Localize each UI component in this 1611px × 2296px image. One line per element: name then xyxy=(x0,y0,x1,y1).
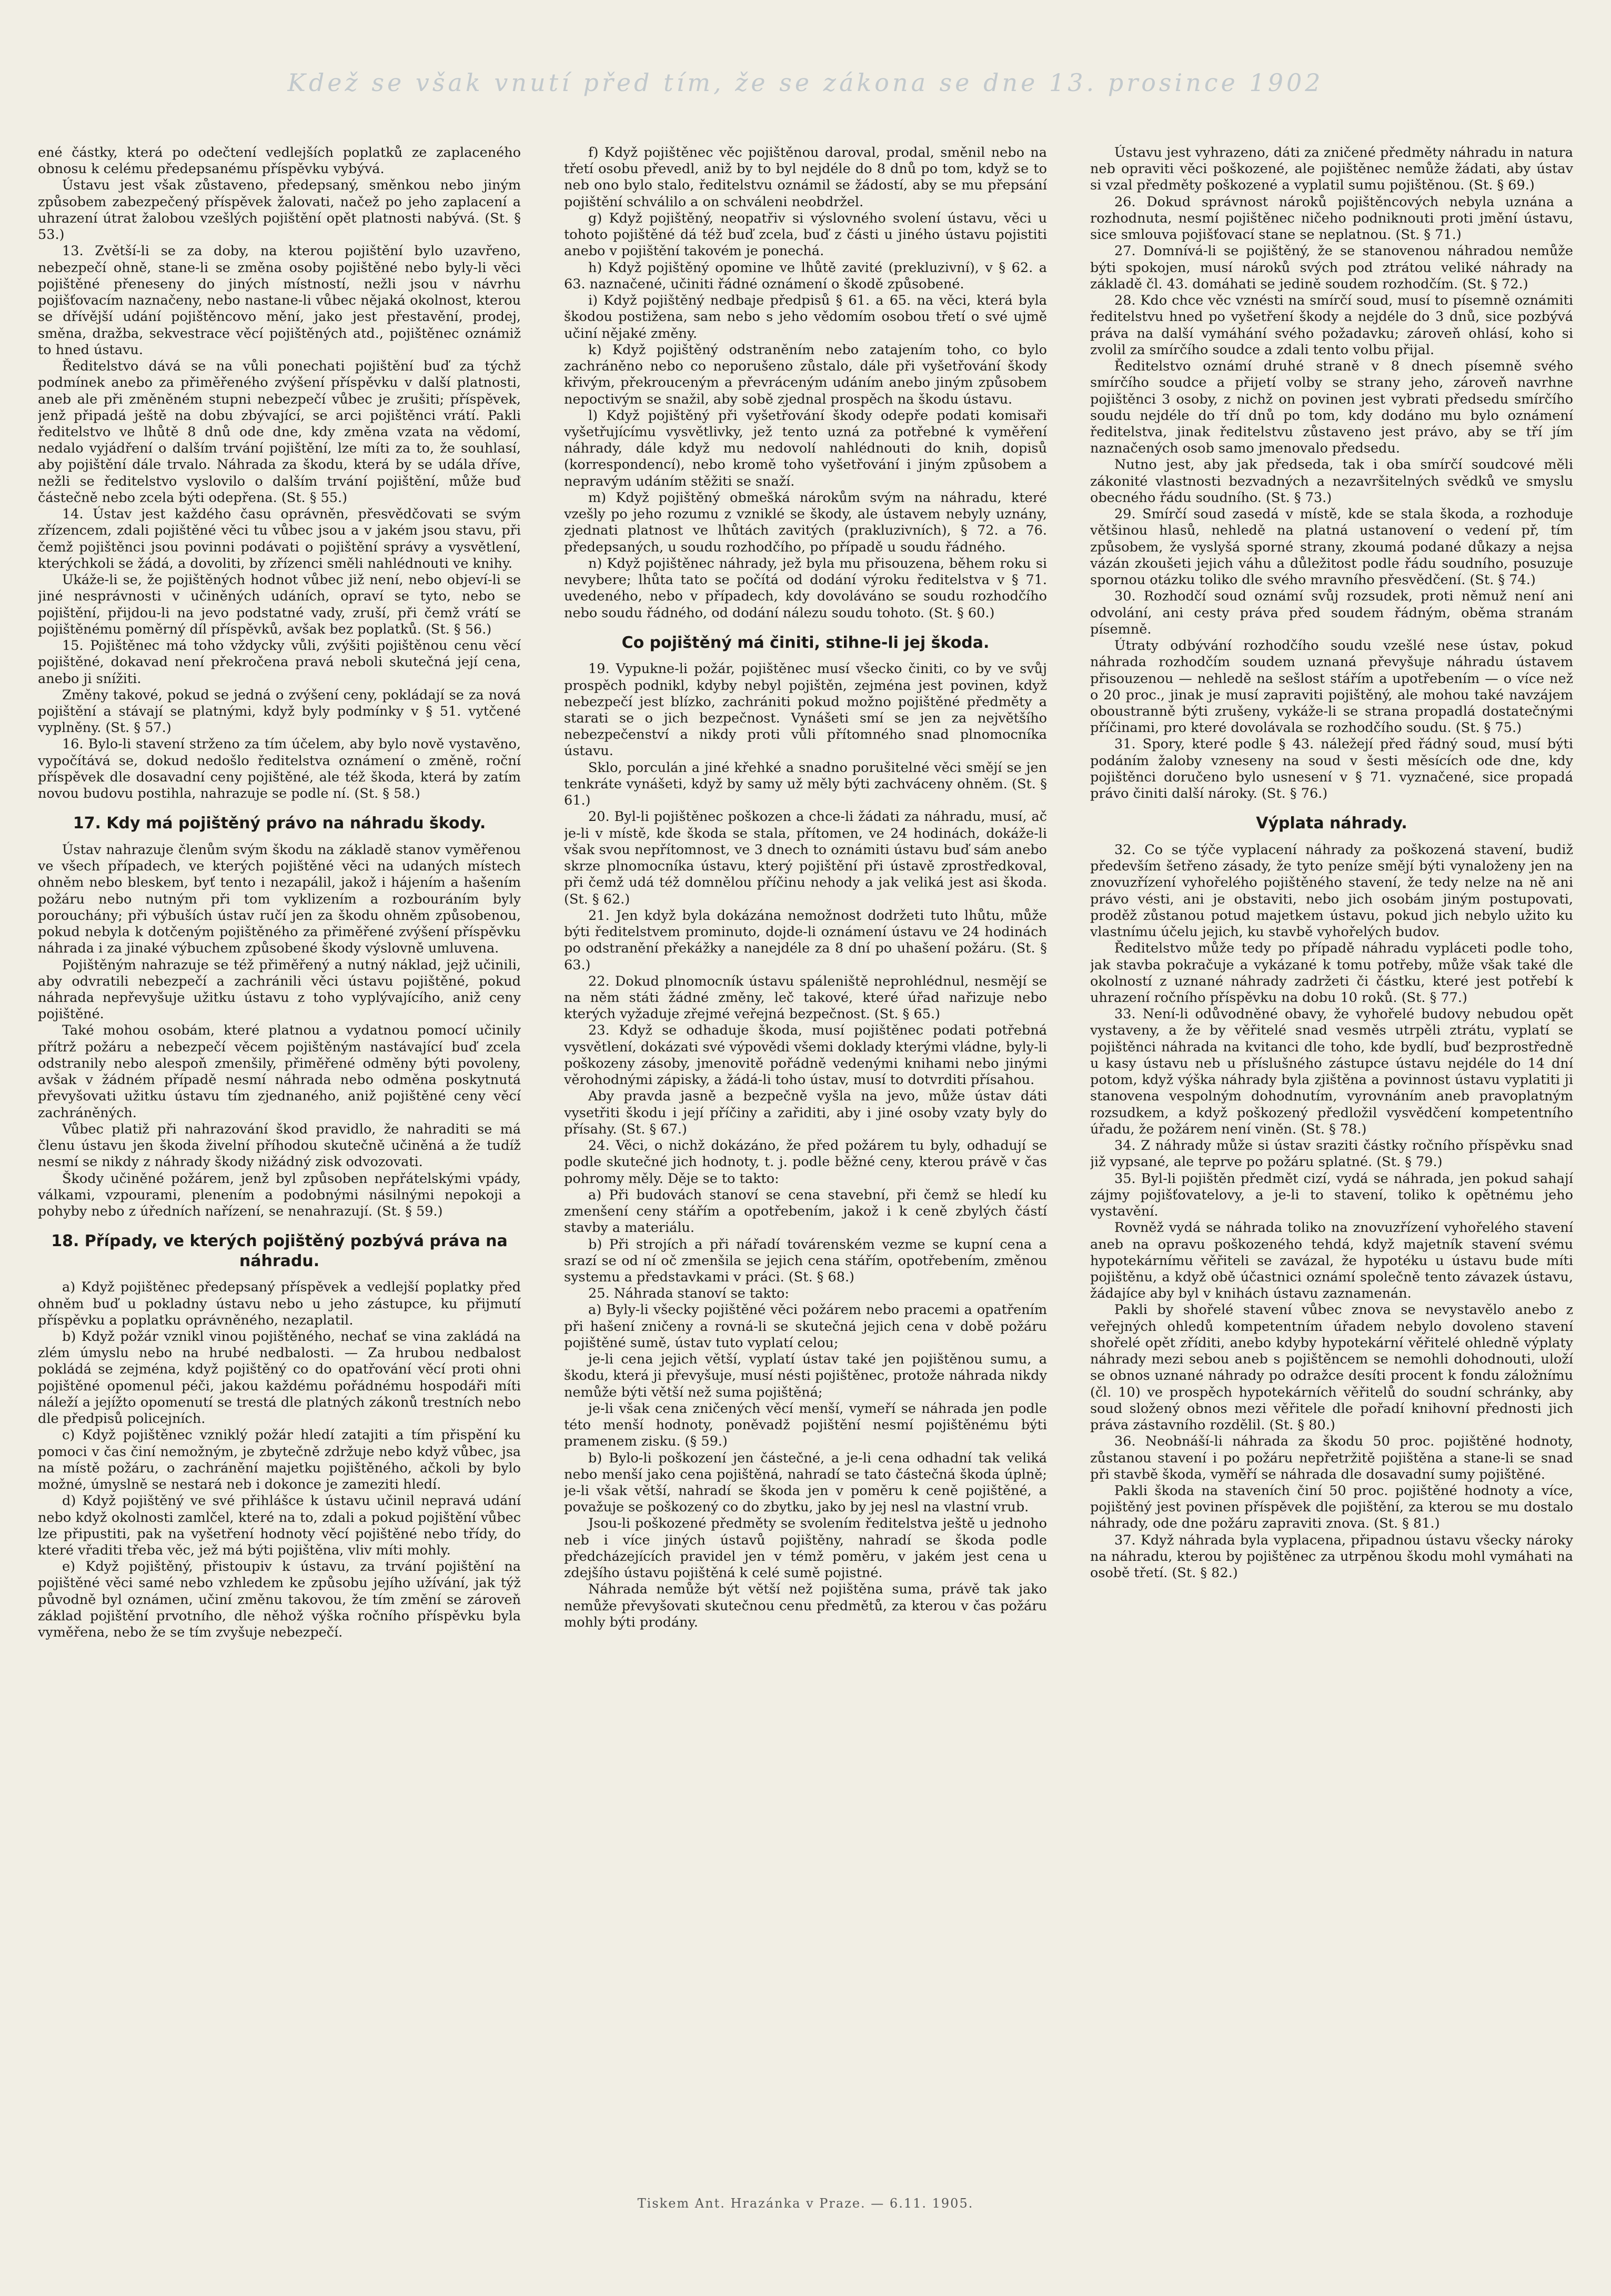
paragraph: 37. Když náhrada byla vyplacena, připadnou ústavu všecky nároky na náhradu, kterou by pojištěnec za utrpěnou škodu mohl vymáhati na osobě třetí. (St. § 82.) xyxy=(1090,1532,1573,1581)
paragraph: 23. Když se odhaduje škoda, musí pojištěnec podati potřebná vysvětlení, dokázati své výpovědi všemi doklady kterými vládne, byly-li poškozeny zásoby, jmenovitě pořádně vedenými knihami nebo jinými věrohodnými zápisky, a žádá-li toho ústav, musí to dotvrditi přísahou. xyxy=(564,1022,1047,1088)
paragraph: k) Když pojištěný odstraněním nebo zatajením toho, co bylo zachráněno nebo co neporušeno zůstalo, dále při vyšetřování škody křivým, překrouceným a převráceným udáním anebo jiným způsobem nepoctivým se snažil, aby sobě zjednal prospěch na škodu ústavu. xyxy=(564,342,1047,407)
paragraph: 22. Dokud plnomocník ústavu spáleniště neprohlédnul, nesmějí se na něm státi žádné změny, leč takové, které úřad nařizuje nebo kterých vyžaduje zřejmé veřejná bezpečnost. (St. § 65.) xyxy=(564,973,1047,1022)
column-2 xyxy=(564,145,1047,2144)
paragraph: b) Při strojích a při nářadí továrenském vezme se kupní cena a srazí se od ní oč zmenšila se jejich cena stářím, opotřebením, změnou systemu a představkami v práci. (St. § 68.) xyxy=(564,1236,1047,1285)
paragraph: 14. Ústav jest každého času oprávněn, přesvědčovati se svým zřízencem, zdali pojištěné věci tu vůbec jsou a v jakém jsou stavu, při čemž pojištěnci jsou povinni podávati o pojištění správy a vysvětlení, kterýchkoli se žádá, a dovoliti, by zřízenci směli nahlédnouti ve knihy. xyxy=(38,506,521,572)
paragraph: Rovněž vydá se náhrada toliko na znovuzřízení vyhořelého stavení aneb na opravu poškozeného tehdá, když majetník stavení svému hypotekárnímu věřiteli se zavázal, že hypotéku u ústavu bude míti pojištěnu, a když obě účastnici oznámí společně tento závazek ústavu, žádajíce aby byl v knihách ústavu zaznamenán. xyxy=(1090,1220,1573,1302)
paragraph: b) Bylo-li poškození jen částečné, a je-li cena odhadní tak veliká nebo menší jako cena pojištěná, nahradí se tato částečná škoda úplně; je-li však větší, nahradí se škoda jen v poměru k ceně pojištěné, a považuje se poškozený co do zbytku, jako by jej nesl na vlastní vrub. xyxy=(564,1450,1047,1516)
paragraph: 25. Náhrada stanoví se takto: xyxy=(588,1286,789,1302)
paragraph: 33. Není-li odůvodněné obavy, že vyhořelé budovy nebudou opět vystaveny, a že by věřitelé snad vesměs utrpěli ztrátu, vyplatí se pojištěnci náhrada na kvitanci dle toho, kde bydlí, buď bezprostředně u kasy ústavu neb u příslušného zástupce ústavu nejdéle do 14 dní potom, když výška náhrady byla zjištěna a povinnost ústavu vyplatiti ji stanovena vespolným dohodnutím, vyrovnáním aneb pravoplatným rozsudkem, a když poškozený předložil vysvědčení kompetentního úřadu, že požárem není viněn. (St. § 78.) xyxy=(1090,1006,1573,1137)
paragraph: Ředitelstvo dává se na vůli ponechati pojištění buď za týchž podmínek anebo za přiměřeného zvýšení příspěvku v další platnosti, aneb ale při změněném stupni nebezpečí vůbec je zrušiti; příspěvek, jenž připadá ještě na dobu zbývající, se arci pojištěnci vrátí. Pakli ředitelstvo ve lhůtě 8 dnů ode dne, kdy změna vzata na vědomí, nedalo vyjádření o dalším trvání pojištění, lze míti za to, že souhlasí, aby pojištění dále trvalo. Náhrada za škodu, která by se udála dříve, nežli se ředitelstvo vyslovilo o dalším trvání pojištění, může buď částečně nebo zcela býti odepřena. (St. § 55.) xyxy=(38,358,521,506)
paragraph: Nutno jest, aby jak předseda, tak i oba smírčí soudcové měli zákonité vlastnosti bezvadných a nezavršitelných svědků ve smyslu obecného řádu soudního. (St. § 73.) xyxy=(1090,457,1573,506)
paragraph: Pakli škoda na staveních činí 50 proc. pojištěné hodnoty a více, pojištěný jest povinen příspěvek dle pojištění, za kterou se mu dostalo náhrady, ode dne požáru zapraviti znova. (St. § 81.) xyxy=(1090,1483,1573,1532)
column-1 xyxy=(38,145,521,2144)
paragraph: Změny takové, pokud se jedná o zvýšení ceny, pokládají se za nová pojištění a stávají se platnými, když byly podmínky v § 51. vytčené vyplněny. (St. § 57.) xyxy=(38,687,521,736)
paragraph: Sklo, porculán a jiné křehké a snadno porušitelné věci smějí se jen tenkráte vynášeti, když by samy už měly býti zachváceny ohněm. (St. § 61.) xyxy=(564,759,1047,809)
paragraph: 13. Zvětší-li se za doby, na kterou pojištění bylo uzavřeno, nebezpečí ohně, stane-li se změna osoby pojištěné nebo byly-li věci pojištěné přeneseny do jiných místností, nežli jsou v návrhu pojišťovacím naznačeny, nebo nastane-li vůbec nějaká okolnost, kterou se dřívější udání pojištěncovo mění, jako jest přestavění, prodej, směna, dražba, sekvestrace věcí pojištěných atd., pojištěnec oznámiž to hned ústavu. xyxy=(38,243,521,358)
paragraph: e) Když pojištěný, přistoupiv k ústavu, za trvání pojištění na pojištěné věci samé nebo vzhledem ke způsobu jejího užívání, jak týž původně byl oznámen, učiní změnu takovou, že tím změní se zároveň základ pojištění prvotního, dle něhož výška ročního příspěvku byla vyměřena, nebo že se tím zvyšuje nebezpečí. xyxy=(38,1559,521,1641)
section-heading: 17. Kdy má pojištěný právo na náhradu škody. xyxy=(73,814,486,833)
paragraph: 20. Byl-li pojištěnec poškozen a chce-li žádati za náhradu, musí, ač je-li v místě, kde škoda se stala, přítomen, ve 24 hodinách, dokáže-li však svou nepřítomnost, ve 3 dnech to oznámiti ústavu buď sám anebo skrze plnomocníka ústavu, který pojištění při ústavě zprostředkoval, při čemž udá též domnělou příčinu nehody a jak veliká jest asi škoda. (St. § 62.) xyxy=(564,809,1047,907)
column-3 xyxy=(1090,145,1573,2144)
paragraph: 24. Věci, o nichž dokázáno, že před požárem tu byly, odhadují se podle skutečné jich hodnoty, t. j. podle běžné ceny, kterou právě v čas pohromy měly. Děje se to takto: xyxy=(564,1138,1047,1187)
paragraph: a) Při budovách stanoví se cena stavební, při čemž se hledí ku zmenšení ceny stářím a opotřebením, jakož i k ceně zbylých částí stavby a materiálu. xyxy=(564,1187,1047,1236)
paragraph: 29. Smírčí soud zasedá v místě, kde se stala škoda, a rozhoduje většinou hlasů, nehledě na platná ustanovení o vedení př, tím způsobem, že vyslyšá sporné strany, zkoumá podané důkazy a nejsa vázán zkoušeti jejich váhu a důležitost podle řádu soudního, posuzuje spornou otázku toliko dle svého mravního přesvědčení. (St. § 74.) xyxy=(1090,506,1573,588)
paragraph: a) Byly-li všecky pojištěné věci požárem nebo pracemi a opatřením při hašení zničeny a rovná-li se skutečná jejich cena v době požáru pojištěné sumě, ústav tuto vyplatí celou; xyxy=(564,1302,1047,1351)
paragraph: f) Když pojištěnec věc pojištěnou daroval, prodal, směnil nebo na třetí osobu převedl, aniž by to byl nejdéle do 8 dnů po tom, když se to neb ono bylo stalo, ředitelstvu oznámil se žádostí, aby se mu přepsání pojištění schválilo a on schváleni neobdržel. xyxy=(564,145,1047,210)
paragraph: c) Když pojištěnec vzniklý požár hledí zatajiti a tím přispění ku pomoci v čas činí nemožným, je zbytečně zdržuje nebo když vůbec, jsa na místě požáru, o zachránění majetku pojištěného, ačkoli by bylo možné, úmyslně se nestará neb i dokonce je zameziti hledí. xyxy=(38,1427,521,1493)
paragraph: 19. Vypukne-li požár, pojištěnec musí všecko činiti, co by ve svůj prospěch podnikl, kdyby nebyl pojištěn, zejména jest povinen, když nebezpečí jest blízko, zachrániti pokud možno pojištěné předměty a starati se o jich bezpečnost. Vynášeti smí se jen za největšího nebezpečenství a nikdy proti vůli přítomného snad plnomocníka ústavu. xyxy=(564,661,1047,759)
paragraph: 30. Rozhodčí soud oznámí svůj rozsudek, proti němuž není ani odvolání, ani cesty práva před soudem řádným, oběma stranám písemně. xyxy=(1090,588,1573,637)
paragraph: a) Když pojištěnec předepsaný příspěvek a vedlejší poplatky před ohněm buď u pokladny ústavu nebo u jeho zástupce, ku přijmutí příspěvku a poplatku oprávněného, nezaplatil. xyxy=(38,1279,521,1328)
paragraph: g) Když pojištěný, neopatřiv si výslovného svolení ústavu, věci u tohoto pojištěné dá též buď zcela, buď z části u jiného ústavu pojistiti anebo v pojištění takovém je ponechá. xyxy=(564,210,1047,259)
paragraph: Ukáže-li se, že pojištěných hodnot vůbec již není, nebo objeví-li se jiné nesprávnosti v učiněných udáních, opraví se tyto, nebo se pojištění, přijdou-li na jevo podstatné vady, zruší, při čemž vrátí se pojištěnému poměrný díl příspěvků, avšak bez poplatků. (St. § 56.) xyxy=(38,572,521,637)
paragraph: Pojištěným nahrazuje se též přiměřený a nutný náklad, jejž učinili, aby odvratili nebezpečí a zachránili věci ústavu pojištěné, pokud náhrada nepřevyšuje užitku ústavu z toho vyplývajícího, aniž ceny pojištěné. xyxy=(38,957,521,1022)
paragraph: n) Když pojištěnec náhrady, jež byla mu přisouzena, během roku si nevybere; lhůta tato se počítá od dodání výroku ředitelstva v § 71. uvedeného, nebo v případech, kdy dovoláváno se soudu rozhodčího nebo soudu řádného, od dodání nálezu soudu tohoto. (St. § 60.) xyxy=(564,555,1047,621)
paragraph: Také mohou osobám, které platnou a vydatnou pomocí učinily přítrž požáru a nebezpečí věcem pojištěným nastávající buď zcela odstranily nebo alespoň zmenšily, přiměřené odměny býti povoleny, avšak v žádném případě nesmí náhrada nebo odměna poskytnutá převyšovati užitku ústavu tím zjednaného, aniž pojištěné ceny věcí zachráněných. xyxy=(38,1022,521,1121)
paragraph: Ředitelstvo oznámí druhé straně v 8 dnech písemně svého smírčího soudce a přijetí volby se strany jeho, zároveň navrhne pojištěnci 3 osoby, z nichž on povinen jest vybrati předsedu smírčího soudu nejdéle do tří dnů po tom, kdy dodáno mu bylo oznámení ředitelstva, jinak ředitelstvu zůstaveno jest právo, aby se tří jím naznačených osob samo jmenovalo předsedu. xyxy=(1090,358,1573,457)
paragraph: d) Když pojištěný ve své přihlášce k ústavu učinil nepravá udání nebo když okolnosti zamlčel, které na to, zdali a pokud pojištění vůbec lze připustiti, pak na vyšetření hodnoty věcí pojištěné nebo třídy, do které vřaditi třeba věc, jež má býti pojištěna, vliv míti mohly. xyxy=(38,1493,521,1559)
paragraph: ené částky, která po odečtení vedlejších poplatků ze zaplaceného obnosu k celému předepsanému příspěvku vybývá. xyxy=(38,145,521,177)
paragraph: Ústav nahrazuje členům svým škodu na základě stanov vyměřenou ve všech případech, ve kterých pojištěné věci na udaných místech ohněm nebo bleskem, byť tento i nezapálil, jakož i hájením a hašením požáru nebo nutným při tom vyklizením a rozbouráním byly porouchány; při výbuších ústav ručí jen za škodu ohněm způsobenou, pokud nebyla k dotčeným pojištěného za přiměřené zvýšení příspěvku náhrada i za jinaké výbuchem způsobené škody výslovně umluvena. xyxy=(38,841,521,957)
paragraph: Ústavu jest však zůstaveno, předepsaný, směnkou nebo jiným způsobem zabezpečený příspěvek žalovati, načež po jeho zaplacení a uhrazení útrat žalobou vzešlých pojištění opět platnosti nabývá. (St. § 53.) xyxy=(38,177,521,243)
paragraph: 26. Dokud správnost nároků pojištěncových nebyla uznána a rozhodnuta, nesmí pojištěnec ničeho podniknouti proti jmění ústavu, sice smlouva pojišťovací stane se neplatnou. (St. § 71.) xyxy=(1090,194,1573,243)
paragraph: Škody učiněné požárem, jenž byl způsoben nepřátelskými vpády, válkami, vzpourami, plenením a podobnými násilnými nepokoji a pohyby nebo z úředních nařízení, se nenahrazují. (St. § 59.) xyxy=(38,1170,521,1220)
paragraph: Ředitelstvo může tedy po případě náhradu vypláceti podle toho, jak stavba pokračuje a vykázané k tomu potřeby, může však také dle okolností z uznané náhrady zadržeti či částku, které jest potřebí k uhrazení ročního příspěvku na dobu 10 roků. (St. § 77.) xyxy=(1090,940,1573,1006)
paragraph: b) Když požár vznikl vinou pojištěného, nechať se vina zakládá na zlém úmyslu nebo na hrubé nedbalosti. — Za hrubou nedbalost pokládá se zejména, když pojištěný co do opatřování věcí proti ohni pojištěné opomenul péči, jakou každému pořádnému hospodáři míti náleží a jejížto opomenutí se trestá dle platných zákonů trestních nebo dle předpisů policejních. xyxy=(38,1328,521,1427)
paragraph: je-li však cena zničených věcí menší, vymeří se náhrada jen podle této menší hodnoty, poněvadž pojištění nesmí pojištěnému býti pramenem zisku. (§ 59.) xyxy=(564,1400,1047,1450)
paragraph: l) Když pojištěný při vyšetřování škody odepře podati komisaři vyšetřujícímu vysvětlivky, jež tento uzná za potřebné k vyměření náhrady, dále když mu nedovolí nahlédnouti do knih, dopisů (korrespondencí), nebo kromě toho vyšetřování i jiným způsobem a nepravým udáním stěžiti se snaží. xyxy=(564,407,1047,489)
paragraph: 16. Bylo-li stavení strženo za tím účelem, aby bylo nově vystavěno, vypočítává se, dokud nedošlo ředitelstva oznámení o změně, roční příspěvek dle dosavadní ceny pojištěné, ale též škoda, která by zatím novou budovu postihla, nahrazuje se podle ní. (St. § 58.) xyxy=(38,736,521,802)
section-heading: 18. Případy, ve kterých pojištěný pozbývá práva na náhradu. xyxy=(51,1232,508,1270)
paragraph: Náhrada nemůže být větší než pojištěna suma, právě tak jako nemůže převyšovati skutečnou cenu předmětů, za kterou v čas požáru mohly býti prodány. xyxy=(564,1581,1047,1630)
paragraph: Útraty odbývání rozhodčího soudu vzešlé nese ústav, pokud náhrada rozhodčím soudem uznaná převyšuje náhradu ústavem přisouzenou — nehledě na sešlost stářím a upotřebením — o více než o 20 proc., jinak je musí zapraviti pojištěný, ale mohou také navzájem oboustranně býti zrušeny, vykáže-li se strana propadlá dostatečnými příčinami, pro které dovolávala se rozhodčího soudu. (St. § 75.) xyxy=(1090,638,1573,736)
paragraph: Aby pravda jasně a bezpečně vyšla na jevo, může ústav dáti vysetřiti škodu i její příčiny a zařiditi, aby i jiné osoby vzaty byly do přísahy. (St. § 67.) xyxy=(564,1088,1047,1137)
paragraph: h) Když pojištěný opomine ve lhůtě zavité (prekluzivní), v § 62. a 63. naznačené, učiniti řádné oznámení o škodě způsobené. xyxy=(564,259,1047,292)
paragraph: 27. Domnívá-li se pojištěný, že se stanovenou náhradou nemůže býti spokojen, musí nároků svých pod ztrátou veliké náhrady na základě čl. 43. domáhati se jedině soudem rozhodčím. (St. § 72.) xyxy=(1090,243,1573,292)
paragraph: Jsou-li poškozené předměty se svolením ředitelstva ještě u jednoho neb i více jiných ústavů pojištěny, nahradí se škoda podle předcházejících pravidel jen v témž poměru, v jakém jest cena u zdejšího ústavu pojištěná k celé sumě pojistné. xyxy=(564,1516,1047,1581)
paragraph: 34. Z náhrady může si ústav sraziti částky ročního příspěvku snad již vypsané, ale teprve po požáru splatné. (St. § 79.) xyxy=(1090,1138,1573,1170)
paragraph: Ústavu jest vyhrazeno, dáti za zničené předměty náhradu in natura neb opraviti věci poškozené, ale pojištěnec nemůže žádati, aby ústav si vzal předměty poškozené a vyplatil sumu pojištěnou. (St. § 69.) xyxy=(1090,145,1573,194)
document-body xyxy=(38,145,1573,2144)
paragraph: 31. Spory, které podle § 43. náležejí před řádný soud, musí býti podáním žaloby vzneseny na soud v šesti měsících ode dne, kdy pojištěnci doručeno bylo usnesení v § 71. vyznačené, sice propadá právo činiti další nároky. (St. § 76.) xyxy=(1090,736,1573,802)
paragraph: 35. Byl-li pojištěn předmět cizí, vydá se náhrada, jen pokud sahají zájmy pojišťovatelovy, a je-li to stavení, toliko k opětnému jeho vystavění. xyxy=(1090,1170,1573,1220)
paragraph: i) Když pojištěný nedbaje předpisů § 61. a 65. na věci, která byla škodou postižena, sam nebo s jeho vědomím osobou třetí o své ujmě učiní nějaké změny. xyxy=(564,293,1047,342)
paragraph: 32. Co se týče vyplacení náhrady za poškozená stavení, budiž především šetřeno zásady, že tyto peníze smějí býti vynaloženy jen na znovuzřízení vyhořelého pojištěného stavení, že tedy nelze na ně ani právo vésti, ani je obstaviti, nebo jich osobám jiným postupovati, proděž zůstanou potud majetkem ústavu, pokud jich nebylo užito ku vlastnímu účelu jejich, ku stavbě vyhořelých budov. xyxy=(1090,841,1573,940)
paragraph: 28. Kdo chce věc vznésti na smírčí soud, musí to písemně oznámiti ředitelstvu hned po vyšetření škody a nejdéle do 3 dnů, sice pozbývá práva na další vymáhání svého požadavku; zároveň ohlásí, koho si zvolil za smírčího soudce a zdali tento volbu přijal. xyxy=(1090,293,1573,358)
paragraph: 15. Pojištěnec má toho vždycky vůli, zvýšiti pojištěnou cenu věcí pojištěné, dokavad není překročena pravá neboli skutečná její cena, anebo ji snížiti. xyxy=(38,638,521,687)
paragraph: je-li cena jejich větší, vyplatí ústav také jen pojištěnou sumu, a škodu, která ji převyšuje, musí nésti pojištěnec, protože náhrada nikdy nemůže býti větší než suma pojištěná; xyxy=(564,1351,1047,1400)
section-heading: Co pojištěný má činiti, stihne-li jej škoda. xyxy=(621,633,990,652)
section-heading: Výplata náhrady. xyxy=(1256,814,1407,833)
printer-footer: Tiskem Ant. Hrazánka v Praze. — 6.11. 1905. xyxy=(637,2196,974,2211)
paragraph: Vůbec platiž při nahrazování škod pravidlo, že nahraditi se má členu ústavu jen škoda živelní příhodou skutečně učiněná a že tudíž nesmí se nikdy z náhrady škody nižádný zisk odvozovati. xyxy=(38,1121,521,1170)
paragraph: 36. Neobnáší-li náhrada za škodu 50 proc. pojištěné hodnoty, zůstanou stavení i po požáru nepřetržitě pojištěna a stane-li se snad při stavbě škoda, vyměří se náhrada dle dosavadní sumy pojištěné. xyxy=(1090,1433,1573,1482)
paragraph: Pakli by shořelé stavení vůbec znova se nevystavělo anebo z veřejných ohledů kompetentním úřadem nebylo dovoleno stavení shořelé opět zříditi, anebo kdyby hypotekární věřitelé ohledně výplaty náhrady mezi sebou aneb s pojištěncem se nemohli dohodnouti, uloží se obnos uznané náhrady po odražce desíti procent k fondu záložnímu (čl. 10) ve prospěch hypotekárních věřitelů do soudní schránky, aby soud složený obnos mezi věřitele dle pořadí knihovní přednosti jich práva zástavního rozdělil. (St. § 80.) xyxy=(1090,1302,1573,1433)
faded-header-fragment: Kdež se však vnutí před tím, že se zákona se dne 13. prosince 1902 xyxy=(287,68,1324,97)
paragraph: 21. Jen když byla dokázána nemožnost dodržeti tuto lhůtu, může býti ředitelstvem prominuto, dojde-li oznámení ústavu ve 24 hodinách po odstranění překážky a nanejdéle za 8 dní po uhašení požáru. (St. § 63.) xyxy=(564,907,1047,973)
paragraph: m) Když pojištěný obmešká nárokům svým na náhradu, které vzešly po jeho rozumu z vzniklé se škody, ale ústavem nebyly uznány, zjednati platnost ve lhůtách zavitých (prakluzivních), § 72. a 76. předepsaných, u soudu rozhodčího, po případě u soudu řádného. xyxy=(564,489,1047,555)
